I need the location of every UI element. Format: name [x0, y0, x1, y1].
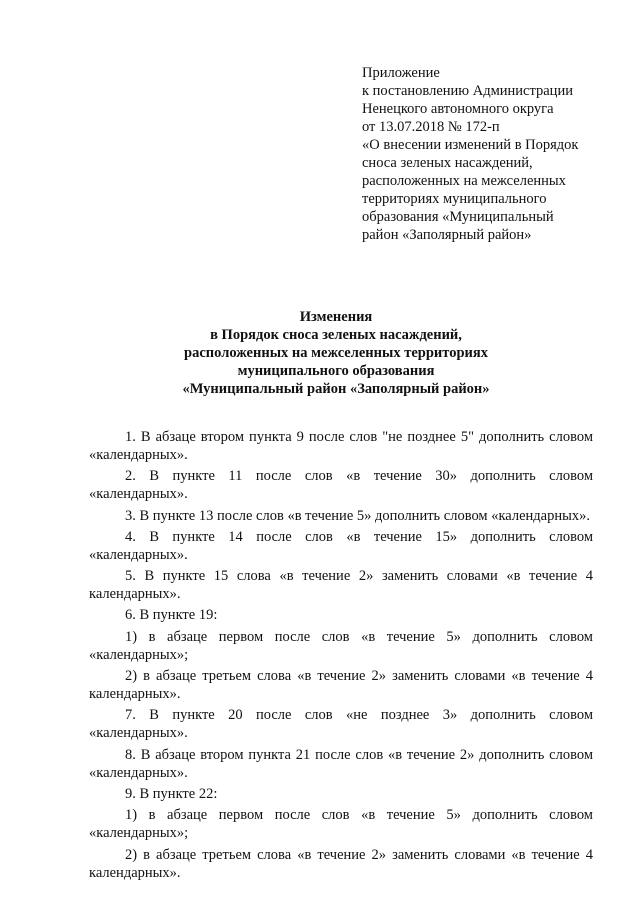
appendix-line: территориях муниципального [362, 191, 547, 207]
document-title [80, 308, 592, 398]
paragraph-item-9-1: 1) в абзаце первом после слов «в течение 5» дополнить словом «календарных»; [89, 807, 593, 842]
paragraph-item-9: 9. В пункте 22: [125, 785, 218, 802]
appendix-line: к постановлению Администрации [362, 83, 573, 99]
appendix-line: район «Заполярный район» [362, 227, 532, 243]
title-line: «Муниципальный район «Заполярный район» [182, 381, 490, 397]
document-body [89, 428, 593, 885]
paragraph-item-6-1: 1) в абзаце первом после слов «в течение 5» дополнить словом «календарных»; [89, 628, 593, 663]
appendix-line: Приложение [362, 65, 440, 81]
title-line: муниципального образования [237, 363, 435, 379]
title-line: Изменения [299, 309, 373, 325]
appendix-line: «О внесении изменений в Порядок [362, 137, 579, 153]
paragraph-item-5: 5. В пункте 15 слова «в течение 2» заменить словами «в течение 4 календарных». [89, 568, 593, 603]
paragraph-item-2: 2. В пункте 11 после слов «в течение 30» дополнить словом «календарных». [89, 468, 593, 503]
paragraph-item-1: 1. В абзаце втором пункта 9 после слов "не позднее 5" дополнить словом «календарных». [89, 429, 593, 463]
appendix-line: образования «Муниципальный [362, 209, 554, 225]
paragraph-item-8: 8. В абзаце втором пункта 21 после слов «в течение 2» дополнить словом «календарных». [89, 746, 593, 781]
paragraph-item-4: 4. В пункте 14 после слов «в течение 15» дополнить словом «календарных». [89, 528, 593, 563]
paragraph-item-9-2: 2) в абзаце третьем слова «в течение 2» заменить словами «в течение 4 календарных». [89, 846, 593, 881]
paragraph-item-6-2: 2) в абзаце третьем слова «в течение 2» заменить словами «в течение 4 календарных». [89, 668, 593, 703]
appendix-block [362, 64, 632, 244]
appendix-line: Ненецкого автономного округа [362, 101, 554, 117]
title-line: расположенных на межселенных территориях [184, 345, 488, 361]
paragraph-item-3: 3. В пункте 13 после слов «в течение 5» дополнить словом «календарных». [125, 507, 590, 524]
appendix-line: расположенных на межселенных [362, 173, 566, 189]
appendix-line: сноса зеленых насаждений, [362, 155, 533, 171]
paragraph-item-7: 7. В пункте 20 после слов «не позднее 3» дополнить словом «календарных». [89, 707, 593, 742]
title-line: в Порядок сноса зеленых насаждений, [210, 327, 462, 343]
appendix-line: от 13.07.2018 № 172-п [362, 119, 500, 135]
paragraph-item-6: 6. В пункте 19: [125, 607, 218, 624]
